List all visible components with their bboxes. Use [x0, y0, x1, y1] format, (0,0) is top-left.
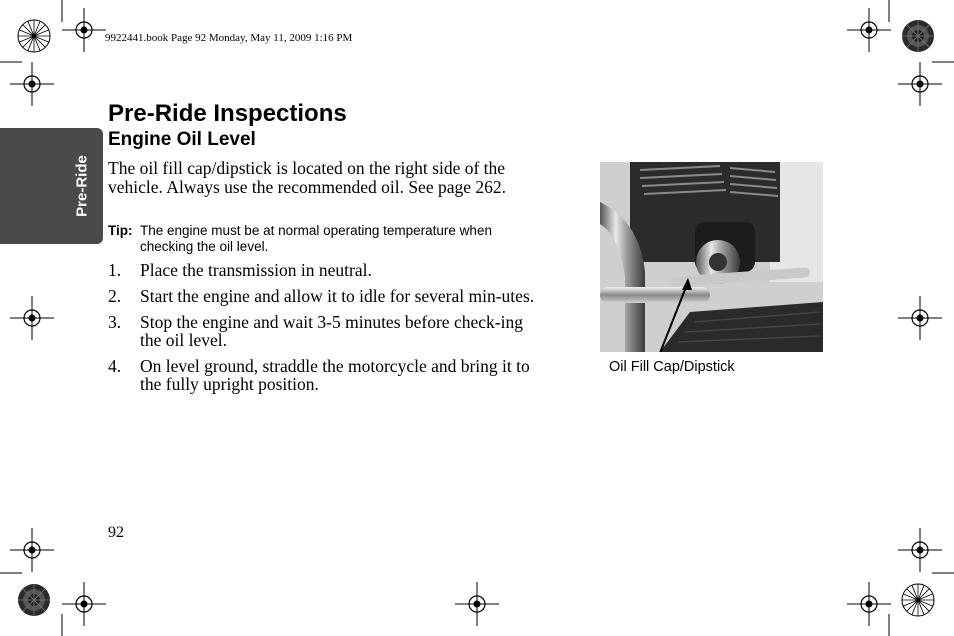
tip-text: The engine must be at normal operating temperature when checking the oil level. [140, 223, 492, 254]
step-text: Stop the engine and wait 3-5 minutes before check-ing the oil level. [140, 312, 523, 350]
step-item [108, 287, 548, 305]
step-number: 3. [108, 312, 122, 332]
engine-photo [600, 162, 823, 352]
step-number: 2. [108, 286, 122, 306]
step-number: 1. [108, 260, 122, 280]
step-text: Place the transmission in neutral. [140, 260, 372, 280]
step-item [108, 261, 548, 279]
step-text: On level ground, straddle the motorcycle and bring it to the fully upright position. [140, 356, 530, 394]
procedure-steps [108, 261, 548, 401]
book-header-info: 9922441.book Page 92 Monday, May 11, 2009 1:16 PM [105, 32, 353, 44]
chapter-side-tab-label: Pre-Ride [73, 155, 91, 217]
step-text: Start the engine and allow it to idle for several min-utes. [140, 286, 535, 306]
step-item [108, 313, 548, 349]
page-number: 92 [108, 524, 124, 541]
figure-caption: Oil Fill Cap/Dipstick [609, 359, 735, 375]
tip-label: Tip: [108, 223, 133, 238]
step-item [108, 357, 548, 393]
page-title: Pre-Ride Inspections [108, 100, 347, 127]
intro-paragraph: The oil fill cap/dipstick is located on the right side of the vehicle. Always use the recommended oil. See page 262. [108, 158, 507, 197]
section-title: Engine Oil Level [108, 129, 256, 150]
step-number: 4. [108, 356, 122, 376]
